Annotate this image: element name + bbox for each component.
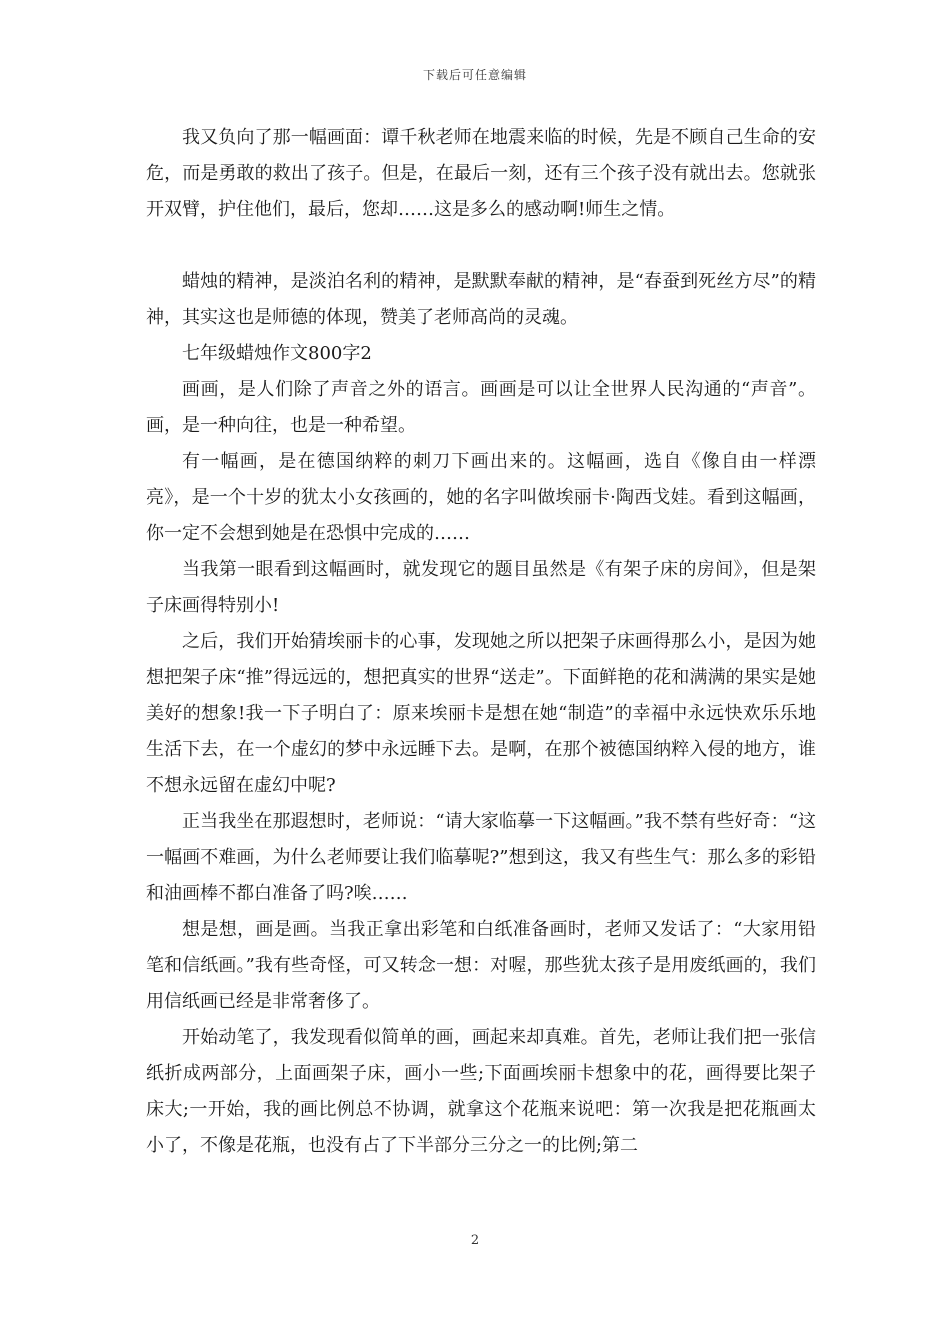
paragraph: 之后，我们开始猜埃丽卡的心事，发现她之所以把架子床画得那么小，是因为她想把架子床“推”得远远的，想把真实的世界“送走”。下面鲜艳的花和满满的果实是她美好的想象!我一下子明白了：原来埃丽卡是想在她“制造”的幸福中永远快欢乐乐地生活下去，在一个虚幻的梦中永远睡下去。是啊，在那个被德国纳粹入侵的地方，谁不想永远留在虚幻中呢? bbox=[146, 631, 816, 796]
paragraph: 正当我坐在那遐想时，老师说：“请大家临摹一下这幅画。”我不禁有些好奇：“这一幅画不难画，为什么老师要让我们临摹呢?”想到这，我又有些生气：那么多的彩铅和油画棒不都白准备了吗?唉…… bbox=[146, 811, 816, 904]
page-header: 下载后可任意编辑 bbox=[422, 68, 527, 82]
page-number: 2 bbox=[470, 1233, 480, 1248]
paragraph: 蜡烛的精神，是淡泊名利的精神，是默默奉献的精神，是“春蚕到死丝方尽”的精神，其实这也是师德的体现，赞美了老师高尚的灵魂。 bbox=[146, 271, 816, 328]
paragraph: 有一幅画，是在德国纳粹的刺刀下画出来的。这幅画，选自《像自由一样漂亮》，是一个十岁的犹太小女孩画的，她的名字叫做埃丽卡·陶西戈娃。看到这幅画，你一定不会想到她是在恐惧中完成的…… bbox=[146, 451, 816, 544]
paragraph: 开始动笔了，我发现看似简单的画，画起来却真难。首先，老师让我们把一张信纸折成两部分，上面画架子床，画小一些;下面画埃丽卡想象中的花，画得要比架子床大;一开始，我的画比例总不协调，就拿这个花瓶来说吧：第一次我是把花瓶画太小了，不像是花瓶，也没有占了下半部分三分之一的比例;第二 bbox=[146, 1027, 816, 1156]
paragraph: 我又负向了那一幅画面：谭千秋老师在地震来临的时候，先是不顾自己生命的安危，而是勇敢的救出了孩子。但是，在最后一刻，还有三个孩子没有就出去。您就张开双臂，护住他们，最后，您却……这是多么的感动啊!师生之情。 bbox=[146, 127, 816, 220]
article-body bbox=[146, 120, 816, 1164]
paragraph: 当我第一眼看到这幅画时，就发现它的题目虽然是《有架子床的房间》，但是架子床画得特别小! bbox=[146, 559, 816, 616]
paragraph: 想是想，画是画。当我正拿出彩笔和白纸准备画时，老师又发话了：“大家用铅笔和信纸画。”我有些奇怪，可又转念一想：对喔，那些犹太孩子是用废纸画的，我们用信纸画已经是非常奢侈了。 bbox=[146, 919, 816, 1012]
section-title: 七年级蜡烛作文800字2 bbox=[182, 343, 372, 364]
paragraph: 画画，是人们除了声音之外的语言。画画是可以让全世界人民沟通的“声音”。画，是一种向往，也是一种希望。 bbox=[146, 379, 816, 436]
